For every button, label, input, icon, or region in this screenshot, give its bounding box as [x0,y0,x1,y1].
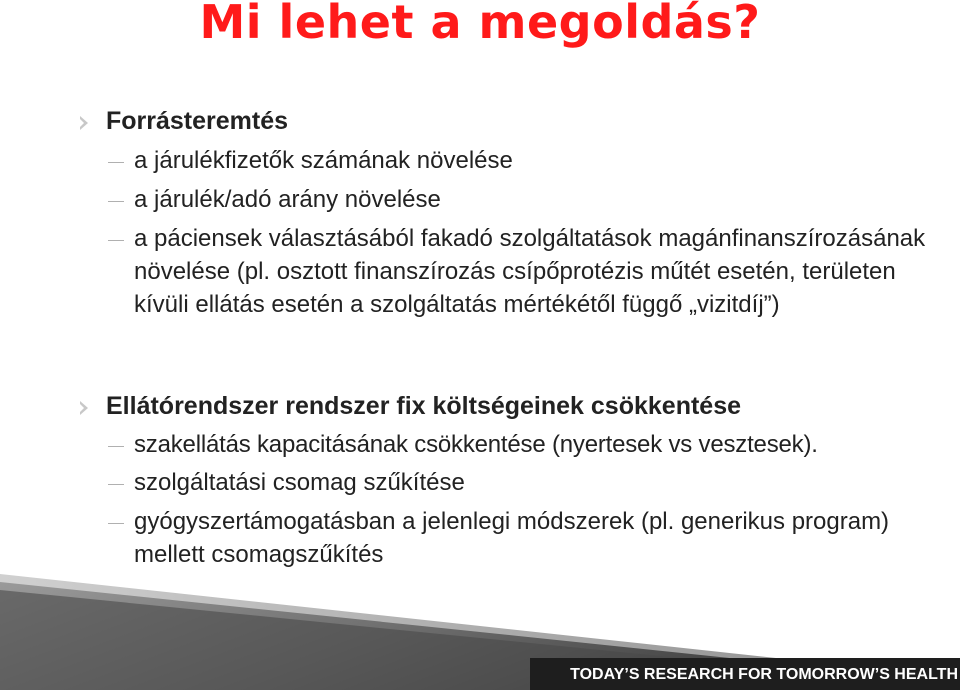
list-item: a járulékfizetők számának növelése [134,147,513,174]
dash-icon [108,201,124,202]
list-item: a járulék/adó arány növelése [134,186,441,213]
dash-icon [108,446,124,447]
section-heading: Forrásteremtés [106,107,289,135]
list-item: szolgáltatási csomag szűkítése [134,469,465,496]
dash-icon [108,484,124,485]
section-heading: Ellátórendszer rendszer fix költségeinek csökkentése [106,392,741,420]
list-item: a páciensek választásából fakadó szolgáltatások magánfinanszírozásának növelése (pl. osztott finanszírozás csípőprotézis műtét esetén, területen kívüli ellátás esetén a szolgáltatás mértékétől függő „vizitdíj”) [134,225,926,318]
dash-icon [108,523,124,524]
bullet-arrow-icon [80,116,88,130]
list-item: szakellátás kapacitásának csökkentése (nyertesek vs vesztesek). [134,431,818,458]
slide-title: Mi lehet a megoldás? [199,0,761,49]
bullet-arrow-icon [80,401,88,415]
footer-tagline: TODAY’S RESEARCH FOR TOMORROW’S HEALTH [570,666,958,683]
dash-icon [108,162,124,163]
dash-icon [108,240,124,241]
list-item: gyógyszertámogatásban a jelenlegi módszerek (pl. generikus program) mellett csomagszűkítés [134,508,890,568]
